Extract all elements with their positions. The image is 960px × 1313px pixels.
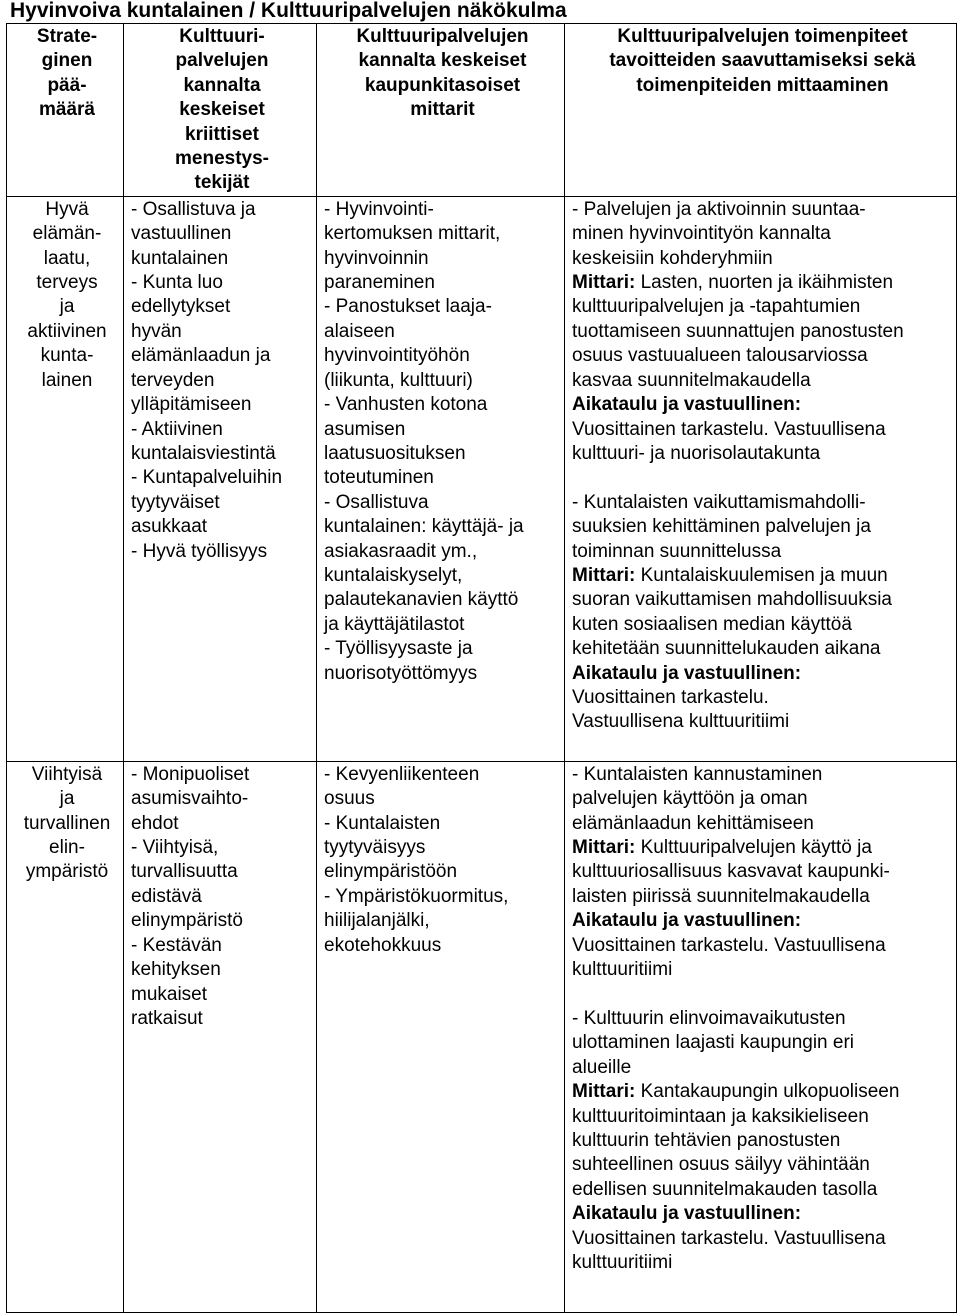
text-line: toteutuminen bbox=[324, 467, 434, 489]
metric-2-rest bbox=[572, 588, 953, 661]
text-line: alaiseen bbox=[324, 320, 395, 342]
text-line: kuntalaisviestintä bbox=[131, 442, 276, 464]
text-line: kaupunkitasoiset bbox=[364, 74, 521, 96]
strategic-goal-cell bbox=[7, 196, 124, 761]
text-line: terveyden bbox=[131, 369, 215, 391]
text-line: ja käyttäjätilastot bbox=[324, 613, 465, 635]
text-line: ympäristö bbox=[25, 861, 109, 883]
text-line: elämänlaadun ja bbox=[131, 345, 271, 367]
metric-label: Mittari: bbox=[572, 1081, 636, 1103]
text-line: keskeiset bbox=[179, 99, 265, 121]
text-line: kehityksen bbox=[131, 959, 221, 981]
text-line: kriittiset bbox=[185, 123, 259, 145]
text-line: toimenpiteiden mittaaminen bbox=[636, 74, 889, 96]
success-factors-cell bbox=[124, 196, 317, 761]
text-line: asiakasraadit ym., bbox=[324, 540, 478, 562]
text-line: - Kuntalaisten kannustaminen bbox=[572, 763, 823, 785]
metric-1-rest bbox=[572, 860, 953, 909]
text-line: - Osallistuva bbox=[324, 491, 429, 513]
text-line: - Hyvinvointi- bbox=[324, 198, 434, 220]
metrics-cell bbox=[317, 761, 565, 1312]
text-line: kuntalainen bbox=[131, 247, 229, 269]
actions-cell bbox=[565, 761, 957, 1312]
metric-label: Mittari: bbox=[572, 837, 636, 859]
text-line: kasvaa suunnitelmakaudella bbox=[572, 369, 811, 391]
metric-2-line bbox=[572, 1080, 953, 1104]
strategic-goal-cell bbox=[7, 761, 124, 1312]
metric-2-rest bbox=[572, 1105, 953, 1203]
text-line: Viihtyisä bbox=[31, 763, 103, 785]
text-line: minen hyvinvointityön kannalta bbox=[572, 223, 831, 245]
text-line: ekotehokkuus bbox=[324, 934, 442, 956]
text-line: toiminnan suunnittelussa bbox=[572, 540, 782, 562]
strategy-table bbox=[6, 23, 957, 1313]
text-line: ginen bbox=[41, 50, 93, 72]
text-line: hyvän bbox=[131, 320, 182, 342]
text-line: ja bbox=[59, 788, 75, 810]
metric-1-rest bbox=[572, 295, 953, 393]
text-line: kulttuuri- ja nuorisolautakunta bbox=[572, 442, 821, 464]
text-line: elinympäristö bbox=[131, 910, 243, 932]
text-line: turvallinen bbox=[23, 812, 111, 834]
text-line: - Osallistuva ja bbox=[131, 198, 256, 220]
text-line: kuten sosiaalisen median käyttöä bbox=[572, 613, 852, 635]
text-line: Vuosittainen tarkastelu. bbox=[572, 686, 769, 708]
text-line: - Ympäristökuormitus, bbox=[324, 885, 509, 907]
schedule-1-label: Aikataulu ja vastuullinen: bbox=[572, 910, 802, 932]
text-line: - Kevyenliikenteen bbox=[324, 763, 480, 785]
text-line: kuntalainen: käyttäjä- ja bbox=[324, 516, 524, 538]
metric-text: Kulttuuripalvelujen käyttö ja bbox=[635, 837, 872, 859]
text-line: - Kulttuurin elinvoimavaikutusten bbox=[572, 1007, 846, 1029]
text-line: mittarit bbox=[410, 99, 475, 121]
text-line: elämänlaadun kehittämiseen bbox=[572, 812, 814, 834]
text-line: tyytyväisyys bbox=[324, 837, 426, 859]
schedule-2-label: Aikataulu ja vastuullinen: bbox=[572, 662, 802, 684]
text-line: osuus bbox=[324, 788, 375, 810]
text-line: Vuosittainen tarkastelu. Vastuullisena bbox=[572, 418, 886, 440]
text-line: kannalta keskeiset bbox=[358, 50, 527, 72]
text-line: terveys bbox=[36, 272, 98, 294]
text-line: Vuosittainen tarkastelu. Vastuullisena bbox=[572, 934, 886, 956]
text-line: - Kuntapalveluihin bbox=[131, 467, 283, 489]
text-line: osuus vastuualueen talousarviossa bbox=[572, 345, 868, 367]
text-line: Strate- bbox=[36, 26, 98, 47]
text-line: asumisvaihto- bbox=[131, 788, 249, 810]
metric-1-line bbox=[572, 836, 953, 860]
text-line: laisten piirissä suunnitelmakaudella bbox=[572, 885, 870, 907]
text-line: kehitetään suunnittelukauden aikana bbox=[572, 638, 881, 660]
text-line: suuksien kehittäminen palvelujen ja bbox=[572, 516, 871, 538]
table-row bbox=[7, 761, 957, 1312]
text-line: edellisen suunnitelmakauden tasolla bbox=[572, 1178, 878, 1200]
actions-cell bbox=[565, 196, 957, 761]
text-line: tyytyväiset bbox=[131, 491, 220, 513]
text-line: palautekanavien käyttö bbox=[324, 589, 519, 611]
text-line: menestys- bbox=[175, 148, 269, 170]
metric-label: Mittari: bbox=[572, 564, 636, 586]
text-line: elin- bbox=[49, 837, 85, 859]
text-line: vastuullinen bbox=[131, 223, 232, 245]
schedule-2-text bbox=[572, 686, 953, 735]
text-line: - Kuntalaisten vaikuttamismahdolli- bbox=[572, 491, 866, 513]
metric-text: Lasten, nuorten ja ikäihmisten bbox=[635, 272, 894, 294]
text-line: kulttuuritiimi bbox=[572, 1251, 673, 1273]
text-line: turvallisuutta bbox=[131, 861, 238, 883]
text-line: - Aktiivinen bbox=[131, 418, 223, 440]
metric-2-line bbox=[572, 564, 953, 588]
text-line: ylläpitämiseen bbox=[131, 394, 252, 416]
text-line: tavoitteiden saavuttamiseksi sekä bbox=[609, 50, 916, 72]
text-line: paraneminen bbox=[324, 272, 435, 294]
text-line: hyvinvoinnin bbox=[324, 247, 429, 269]
text-line: alueille bbox=[572, 1056, 632, 1078]
text-line: ratkaisut bbox=[131, 1007, 203, 1029]
text-line: - Kunta luo bbox=[131, 272, 223, 294]
success-factors-cell bbox=[124, 761, 317, 1312]
text-line: - Monipuoliset bbox=[131, 763, 250, 785]
text-line: Kulttuuripalvelujen bbox=[356, 26, 529, 47]
metrics-cell bbox=[317, 196, 565, 761]
metric-label: Mittari: bbox=[572, 272, 636, 294]
schedule-1-text bbox=[572, 934, 953, 983]
header-strategic-goal bbox=[7, 24, 124, 197]
text-line: kunta- bbox=[40, 345, 94, 367]
text-line: kulttuurin tehtävien panostusten bbox=[572, 1129, 841, 1151]
text-line: keskeisiin kohderyhmiin bbox=[572, 247, 773, 269]
text-line: aktiivinen bbox=[27, 320, 107, 342]
text-line: hiilijalanjälki, bbox=[324, 910, 430, 932]
text-line: edellytykset bbox=[131, 296, 231, 318]
text-line: (liikunta, kulttuuri) bbox=[324, 369, 473, 391]
text-line: - Kuntalaisten bbox=[324, 812, 441, 834]
metric-text: Kuntalaiskuulemisen ja muun bbox=[635, 564, 888, 586]
action-1-text bbox=[572, 763, 953, 836]
text-line: Vastuullisena kulttuuritiimi bbox=[572, 711, 790, 733]
text-line: kulttuuritoimintaan ja kaksikieliseen bbox=[572, 1105, 869, 1127]
schedule-2-label: Aikataulu ja vastuullinen: bbox=[572, 1203, 802, 1225]
header-actions bbox=[565, 24, 957, 197]
text-line: laatu, bbox=[43, 247, 91, 269]
header-city-level-metrics bbox=[317, 24, 565, 197]
text-line: Kulttuuripalvelujen toimenpiteet bbox=[617, 26, 908, 47]
text-line: hyvinvointityöhön bbox=[324, 345, 470, 367]
page-title: Hyvinvoiva kuntalainen / Kulttuuripalvelujen näkökulma bbox=[10, 0, 567, 22]
header-row bbox=[7, 24, 957, 197]
text-line: nuorisotyöttömyys bbox=[324, 662, 478, 684]
text-line: - Vanhusten kotona bbox=[324, 394, 488, 416]
text-line: - Panostukset laaja- bbox=[324, 296, 492, 318]
text-line: - Työllisyysaste ja bbox=[324, 638, 473, 660]
text-line: asukkaat bbox=[131, 516, 208, 538]
text-line: Kulttuuri- bbox=[179, 26, 265, 47]
text-line: Vuosittainen tarkastelu. Vastuullisena bbox=[572, 1227, 886, 1249]
text-line: edistävä bbox=[131, 885, 202, 907]
metric-text: Kantakaupungin ulkopuoliseen bbox=[635, 1081, 900, 1103]
schedule-2-text bbox=[572, 1227, 953, 1276]
action-2-text bbox=[572, 491, 953, 564]
text-line: kulttuuripalvelujen ja -tapahtumien bbox=[572, 296, 861, 318]
text-line: asumisen bbox=[324, 418, 406, 440]
text-line: pää- bbox=[47, 74, 87, 96]
text-line: elämän- bbox=[32, 223, 102, 245]
text-line: lainen bbox=[41, 369, 93, 391]
text-line: kannalta bbox=[183, 74, 261, 96]
text-line: tekijät bbox=[194, 172, 250, 194]
text-line: tuottamiseen suunnattujen panostusten bbox=[572, 320, 904, 342]
schedule-1-text bbox=[572, 418, 953, 467]
text-line: elinympäristöön bbox=[324, 861, 458, 883]
text-line: palvelujen käyttöön ja oman bbox=[572, 788, 808, 810]
text-line: kulttuuriosallisuus kasvavat kaupunki- bbox=[572, 861, 890, 883]
text-line: - Palvelujen ja aktivoinnin suuntaa- bbox=[572, 198, 866, 220]
schedule-1-label: Aikataulu ja vastuullinen: bbox=[572, 394, 802, 416]
text-line: laatusuosituksen bbox=[324, 442, 466, 464]
text-line: palvelujen bbox=[175, 50, 269, 72]
text-line: suhteellinen osuus säilyy vähintään bbox=[572, 1154, 870, 1176]
text-line: - Kestävän bbox=[131, 934, 222, 956]
text-line: - Viihtyisä, bbox=[131, 837, 219, 859]
metric-1-line bbox=[572, 271, 953, 295]
text-line: mukaiset bbox=[131, 983, 208, 1005]
text-line: - Hyvä työllisyys bbox=[131, 540, 268, 562]
text-line: suoran vaikuttamisen mahdollisuuksia bbox=[572, 589, 892, 611]
header-critical-success-factors bbox=[124, 24, 317, 197]
text-line: kulttuuritiimi bbox=[572, 959, 673, 981]
text-line: määrä bbox=[39, 99, 95, 121]
text-line: ja bbox=[59, 296, 75, 318]
table-row bbox=[7, 196, 957, 761]
text-line: kuntalaiskyselyt, bbox=[324, 564, 463, 586]
text-line: Hyvä bbox=[45, 198, 89, 220]
text-line: ulottaminen laajasti kaupungin eri bbox=[572, 1032, 855, 1054]
action-2-text bbox=[572, 1007, 953, 1080]
action-1-text bbox=[572, 198, 953, 271]
text-line: kertomuksen mittarit, bbox=[324, 223, 501, 245]
text-line: ehdot bbox=[131, 812, 179, 834]
